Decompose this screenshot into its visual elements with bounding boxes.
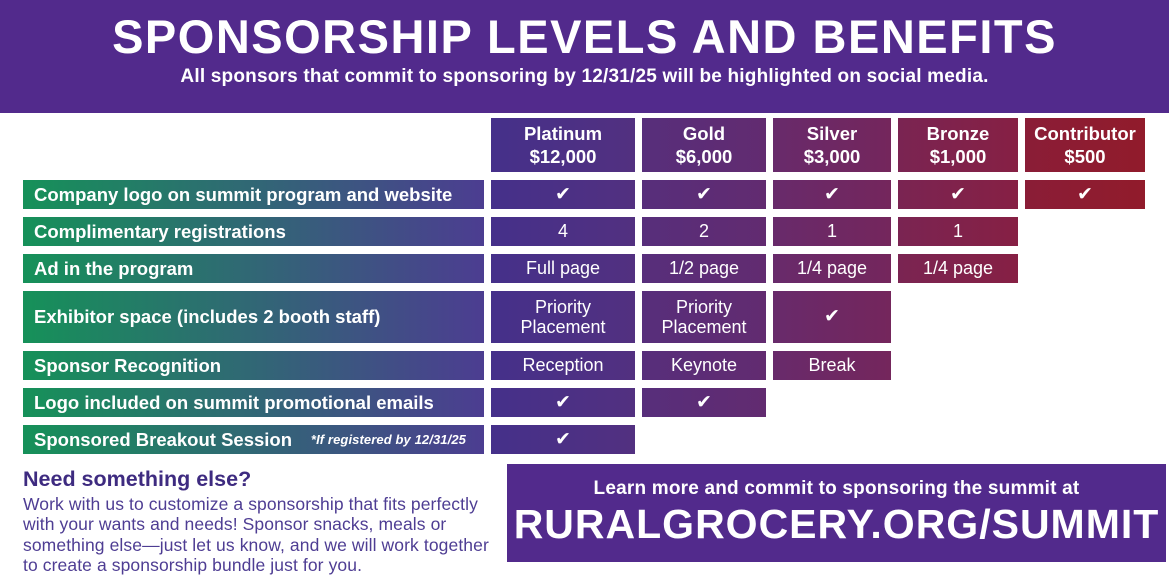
row-label	[23, 425, 484, 454]
row-label	[23, 180, 484, 209]
row-label	[23, 254, 484, 283]
check-icon: ✔	[696, 390, 712, 413]
page-title: SPONSORSHIP LEVELS AND BENEFITS	[112, 10, 1057, 63]
benefit-cell: 1/2 page	[642, 254, 766, 283]
benefit-cell	[491, 388, 635, 417]
row-label-text: Complimentary registrations	[34, 220, 286, 242]
benefit-cell: Priority Placement	[491, 291, 635, 343]
benefit-cell	[773, 291, 891, 343]
need-something-else-heading: Need something else?	[23, 467, 252, 491]
benefit-cell: 2	[642, 217, 766, 246]
check-icon: ✔	[950, 182, 966, 205]
benefit-cell: 1/4 page	[773, 254, 891, 283]
row-label	[23, 217, 484, 246]
row-label-text: Ad in the program	[34, 257, 194, 279]
row-label-text: Sponsor Recognition	[34, 354, 222, 376]
row-label	[23, 388, 484, 417]
row-label-text: Sponsored Breakout Session	[34, 428, 293, 450]
tier-price: $500	[1064, 146, 1106, 167]
benefit-cell	[773, 180, 891, 209]
check-icon: ✔	[1077, 182, 1093, 205]
tier-header-silver	[773, 118, 891, 172]
benefit-cell: Break	[773, 351, 891, 380]
tier-name: Contributor	[1034, 122, 1136, 144]
tier-header-platinum	[491, 118, 635, 172]
benefit-cell	[898, 180, 1018, 209]
cta-text: Learn more and commit to sponsoring the summit at	[593, 478, 1080, 499]
tier-name: Gold	[682, 122, 726, 144]
cta-box	[507, 464, 1166, 562]
check-icon: ✔	[696, 182, 712, 205]
benefit-cell: 1/4 page	[898, 254, 1018, 283]
benefit-cell	[491, 425, 635, 454]
benefit-cell: Reception	[491, 351, 635, 380]
check-icon: ✔	[555, 427, 571, 450]
row-label	[23, 351, 484, 380]
tier-price: $12,000	[529, 146, 597, 167]
benefit-cell	[1025, 180, 1145, 209]
benefit-cell: 4	[491, 217, 635, 246]
tier-price: $6,000	[675, 146, 733, 167]
benefit-cell: Keynote	[642, 351, 766, 380]
row-label-note: *If registered by 12/31/25	[310, 432, 466, 447]
benefit-cell: Full page	[491, 254, 635, 283]
need-something-else-block	[23, 467, 497, 576]
need-something-else-body: Work with us to customize a sponsorship that fits perfectly with your wants and needs! Sponsor snacks, meals or something else—just let us know, and we will work together to create a sponsorship bundle just for you.	[23, 494, 489, 576]
page-subtitle: All sponsors that commit to sponsoring by 12/31/25 will be highlighted on social media.	[180, 65, 989, 87]
cta-url: RURALGROCERY.ORG/SUMMIT	[513, 501, 1160, 547]
tier-name: Bronze	[926, 122, 990, 144]
tier-price: $3,000	[803, 146, 861, 167]
tier-header-gold	[642, 118, 766, 172]
check-icon: ✔	[824, 182, 840, 205]
tier-price: $1,000	[929, 146, 987, 167]
check-icon: ✔	[824, 305, 840, 328]
row-label-text: Exhibitor space (includes 2 booth staff)	[34, 306, 381, 327]
row-label	[23, 291, 484, 343]
benefit-cell: 1	[898, 217, 1018, 246]
benefit-cell	[642, 388, 766, 417]
row-label-text: Logo included on summit promotional emails	[34, 391, 434, 413]
benefit-cell: 1	[773, 217, 891, 246]
check-icon: ✔	[555, 390, 571, 413]
benefit-cell: Priority Placement	[642, 291, 766, 343]
tier-name: Platinum	[523, 122, 603, 144]
tier-name: Silver	[806, 122, 858, 144]
benefit-cell	[491, 180, 635, 209]
benefits-table	[23, 118, 1145, 454]
tier-header-bronze	[898, 118, 1018, 172]
benefit-cell	[642, 180, 766, 209]
row-label-text: Company logo on summit program and website	[34, 183, 453, 205]
header-banner	[0, 0, 1169, 113]
tier-header-contributor	[1025, 118, 1145, 172]
check-icon: ✔	[555, 182, 571, 205]
